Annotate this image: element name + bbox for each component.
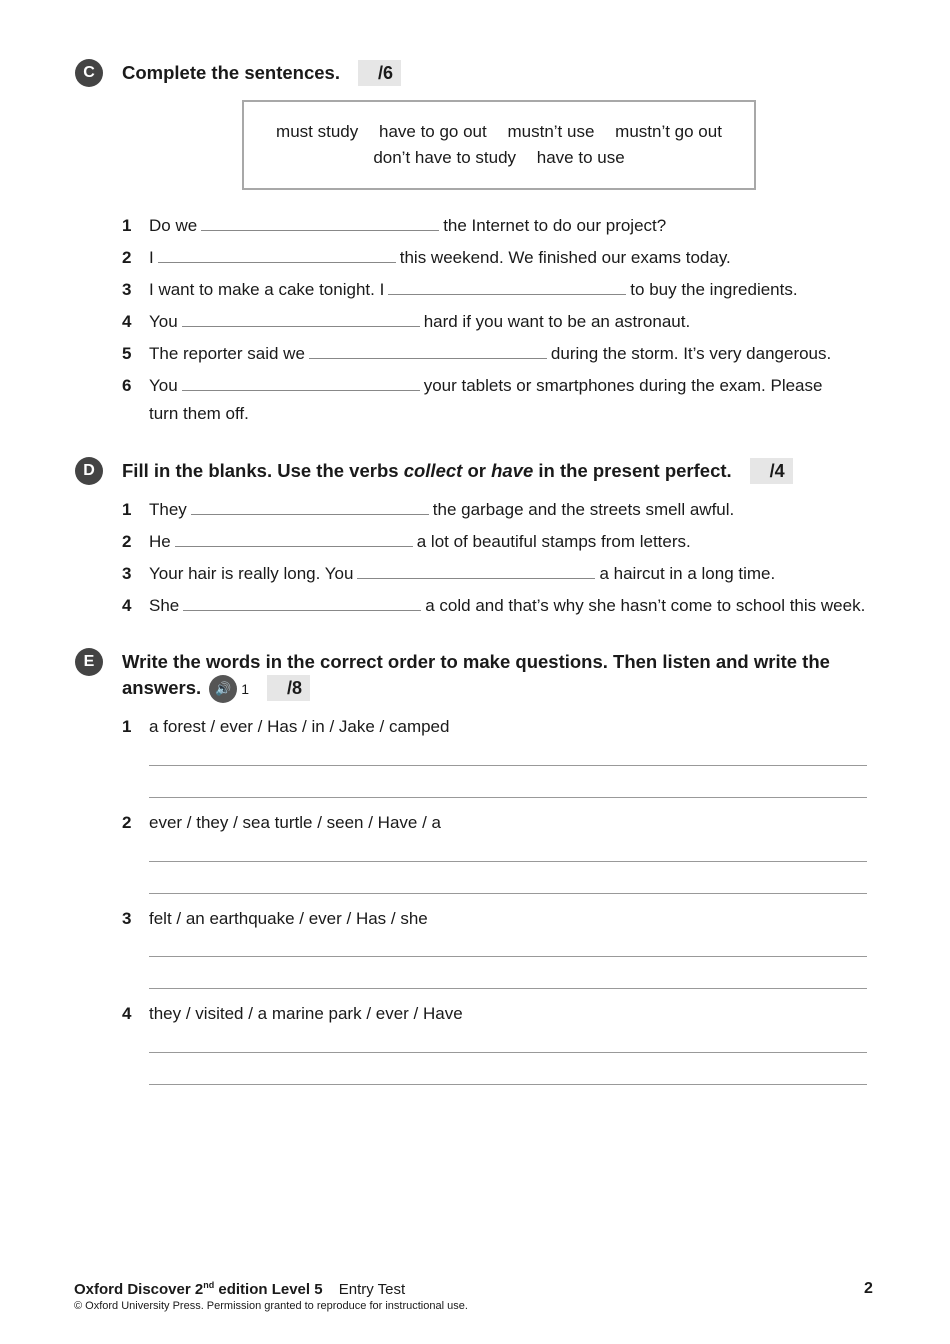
section-d-title-end: in the present perfect. [533, 460, 732, 481]
section-c-title: Complete the sentences. [122, 62, 340, 83]
section-d-title-or: or [462, 460, 492, 481]
jumbled-words: they / visited / a marine park / ever / Have [149, 1004, 463, 1023]
word-option: have to go out [378, 122, 487, 141]
answer-line[interactable] [149, 1052, 867, 1053]
footer-title [74, 1280, 405, 1298]
answer-blank[interactable] [183, 596, 421, 611]
c-item-2 [122, 244, 731, 272]
section-e-score: /8 [267, 675, 310, 701]
e-item-2 [122, 809, 441, 837]
sentence-end: a lot of beautiful stamps from letters. [416, 532, 691, 551]
item-number: 1 [122, 216, 132, 235]
sentence-end: your tablets or smartphones during the exam. Please [423, 376, 823, 395]
answer-blank[interactable] [309, 344, 547, 359]
sentence-start: The reporter said we [149, 344, 305, 363]
section-d-badge: D [75, 457, 103, 485]
sentence-end: a haircut in a long time. [599, 564, 776, 583]
c-item-4 [122, 308, 690, 336]
item-number: 2 [122, 532, 132, 551]
e-item-4 [122, 1000, 463, 1028]
answer-line[interactable] [149, 765, 867, 766]
c-item-3 [122, 276, 798, 304]
section-d-heading [122, 458, 793, 484]
word-box [242, 100, 756, 190]
verb-collect: collect [403, 460, 463, 481]
footer-edition: edition Level 5 [214, 1281, 323, 1298]
word-option: have to use [536, 148, 625, 167]
footer-copyright: © Oxford University Press. Permission granted to reproduce for instructional use. [74, 1300, 468, 1312]
word-option: mustn’t use [507, 122, 595, 141]
sentence-start: Your hair is really long. You [149, 564, 354, 583]
section-e-title-line2: answers. [122, 677, 202, 698]
d-item-1 [122, 496, 734, 524]
sentence-end: this weekend. We finished our exams today. [399, 248, 731, 267]
section-d-score: /4 [750, 458, 793, 484]
answer-blank[interactable] [175, 532, 413, 547]
sentence-start: You [149, 376, 178, 395]
section-c-badge: C [75, 59, 103, 87]
jumbled-words: a forest / ever / Has / in / Jake / camped [149, 717, 450, 736]
sentence-end: a cold and that’s why she hasn’t come to school this week. [425, 596, 866, 615]
section-d-title: Fill in the blanks. Use the verbs [122, 460, 404, 481]
jumbled-words: ever / they / sea turtle / seen / Have / a [149, 813, 441, 832]
sentence-start: Do we [149, 216, 198, 235]
d-item-4 [122, 592, 865, 620]
item-number: 1 [122, 500, 132, 519]
answer-blank[interactable] [191, 500, 429, 515]
sentence-start: He [149, 532, 171, 551]
section-e-heading [122, 649, 830, 703]
sentence-end: to buy the ingredients. [630, 280, 798, 299]
answer-blank[interactable] [158, 248, 396, 263]
item-number: 4 [122, 1004, 132, 1023]
sentence-start: She [149, 596, 180, 615]
footer-test-name: Entry Test [338, 1281, 406, 1298]
jumbled-words: felt / an earthquake / ever / Has / she [149, 909, 428, 928]
footer-sup: nd [203, 1280, 215, 1290]
sentence-end: during the storm. It’s very dangerous. [550, 344, 832, 363]
answer-line[interactable] [149, 956, 867, 957]
answer-line[interactable] [149, 988, 867, 989]
sentence-start: You [149, 312, 178, 331]
section-e-badge: E [75, 648, 103, 676]
answer-line[interactable] [149, 797, 867, 798]
c-item-6 [122, 372, 822, 400]
d-item-2 [122, 528, 691, 556]
answer-line[interactable] [149, 861, 867, 862]
word-option: don’t have to study [373, 148, 517, 167]
answer-blank[interactable] [388, 280, 626, 295]
sentence-start: I [149, 248, 154, 267]
sentence-end: the garbage and the streets smell awful. [432, 500, 735, 519]
item-number: 2 [122, 813, 132, 832]
item-number: 3 [122, 564, 132, 583]
item-number: 5 [122, 344, 132, 363]
audio-track-number: 1 [241, 681, 249, 698]
item-number: 6 [122, 376, 132, 395]
item-number: 4 [122, 312, 132, 331]
sentence-end: hard if you want to be an astronaut. [423, 312, 691, 331]
page-number: 2 [864, 1280, 873, 1297]
sentence-start: They [149, 500, 187, 519]
audio-icon[interactable]: 🔊 [209, 675, 237, 703]
e-item-1 [122, 713, 449, 741]
d-item-3 [122, 560, 775, 588]
answer-blank[interactable] [182, 312, 420, 327]
answer-blank[interactable] [357, 564, 595, 579]
item-number: 2 [122, 248, 132, 267]
sentence-start: I want to make a cake tonight. I [149, 280, 385, 299]
section-c-heading [122, 60, 401, 86]
c-item-6-continuation: turn them off. [149, 404, 249, 423]
section-c-score: /6 [358, 60, 401, 86]
section-e-title-line1: Write the words in the correct order to make questions. Then listen and write the [122, 651, 830, 672]
item-number: 3 [122, 909, 132, 928]
verb-have: have [491, 460, 534, 481]
answer-line[interactable] [149, 893, 867, 894]
item-number: 1 [122, 717, 132, 736]
answer-blank[interactable] [201, 216, 439, 231]
item-number: 3 [122, 280, 132, 299]
e-item-3 [122, 905, 428, 933]
answer-blank[interactable] [182, 376, 420, 391]
word-option: mustn’t go out [615, 122, 722, 141]
footer-brand: Oxford Discover 2 [74, 1281, 204, 1298]
word-option: must study [276, 122, 359, 141]
c-item-1 [122, 212, 666, 240]
item-number: 4 [122, 596, 132, 615]
answer-line[interactable] [149, 1084, 867, 1085]
sentence-end: the Internet to do our project? [443, 216, 667, 235]
c-item-5 [122, 340, 831, 368]
